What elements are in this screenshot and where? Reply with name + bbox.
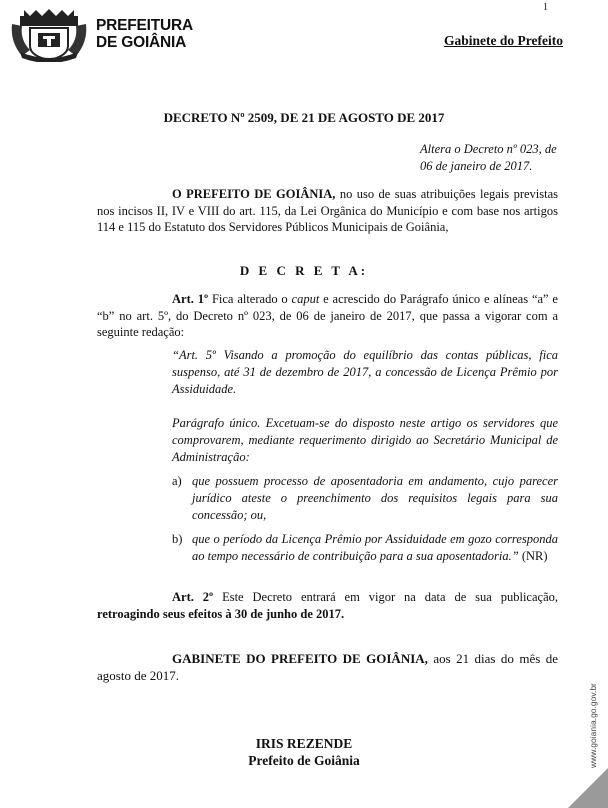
ementa-line-1: Altera o Decreto nº 023, de xyxy=(420,142,557,156)
preamble-paragraph xyxy=(97,186,558,236)
page-corner-fold xyxy=(568,768,608,808)
closing-text: aos 21 dias do mês de agosto de 2017. xyxy=(97,651,558,683)
closing-paragraph xyxy=(97,651,558,684)
article-2-label: Art. 2º xyxy=(172,590,214,604)
article-1 xyxy=(97,291,558,341)
alinea-a-label: a) xyxy=(172,474,182,488)
office-heading: Gabinete do Prefeito xyxy=(444,33,563,48)
closing-bold: GABINETE DO PREFEITO DE GOIÂNIA, xyxy=(172,651,428,666)
brand-line-2: DE GOIÂNIA xyxy=(96,34,187,51)
brand-name xyxy=(96,17,193,51)
article-1-text-a: Fica alterado o xyxy=(208,292,292,306)
city-coat-of-arms-logo xyxy=(8,6,90,62)
alinea-b xyxy=(172,531,558,565)
quoted-article-5: “Art. 5º Visando a promoção do equilíbrio das contas públicas, fica suspenso, até 31 de dezembro de 2017, a concessão de Licença Prêmio por Assiduidade. xyxy=(172,348,558,396)
ementa xyxy=(420,141,557,175)
alinea-b-suffix: (NR) xyxy=(518,549,548,563)
alinea-a xyxy=(172,473,558,524)
decreta-heading: D E C R E T A: xyxy=(239,263,369,278)
alinea-b-text xyxy=(192,531,558,565)
preamble-text: no uso de suas atribuições legais previstas nos incisos II, IV e VIII do art. 115, da Lei Orgânica do Município e com base nos artigos 114 e 115 do Estatuto dos Servidores Públicos Municipais de Goiânia, xyxy=(97,187,559,234)
signatory-name: IRIS REZENDE xyxy=(255,736,353,751)
article-1-label: Art. 1º xyxy=(172,292,209,306)
alinea-b-label: b) xyxy=(172,532,183,546)
side-url-text: www.goiania.go.gov.br xyxy=(588,683,598,768)
brand-line-1: PREFEITURA xyxy=(96,17,194,34)
alinea-a-text: que possuem processo de aposentadoria em andamento, cujo parecer jurídico ateste o preenchimento dos requisitos legais para sua concessão; ou, xyxy=(192,474,558,522)
signatory-role: Prefeito de Goiânia xyxy=(248,753,360,768)
preamble-authority: O PREFEITO DE GOIÂNIA, xyxy=(172,187,336,201)
quoted-paragrafo-unico: Parágrafo único. Excetuam-se do disposto neste artigo os servidores que comprovarem, mediante requerimento dirigido ao Secretário Municipal de Administração: xyxy=(172,416,558,464)
page-number: 1 xyxy=(543,2,548,13)
article-2 xyxy=(97,589,558,622)
ementa-line-2: 06 de janeiro de 2017. xyxy=(420,159,533,173)
article-1-text-b: e acrescido do Parágrafo único e alíneas “a” e “b” no art. 5º, do Decreto nº 023, de 06 de janeiro de 2017, que passa a vigorar com a seguinte redação: xyxy=(97,292,558,339)
side-url xyxy=(586,660,600,770)
article-2-bold-tail: retroagindo seus efeitos à 30 de junho de 2017. xyxy=(97,606,345,621)
alinea-b-body: que o período da Licença Prêmio por Assiduidade em gozo corresponda ao tempo necessário de contribuição para a sua aposentadoria.” xyxy=(192,532,558,563)
decree-title: DECRETO Nº 2509, DE 21 DE AGOSTO DE 2017 xyxy=(163,110,445,125)
article-2-text: Este Decreto entrará em vigor na data de sua publicação, xyxy=(213,590,558,604)
article-1-caput: caput xyxy=(291,292,320,306)
